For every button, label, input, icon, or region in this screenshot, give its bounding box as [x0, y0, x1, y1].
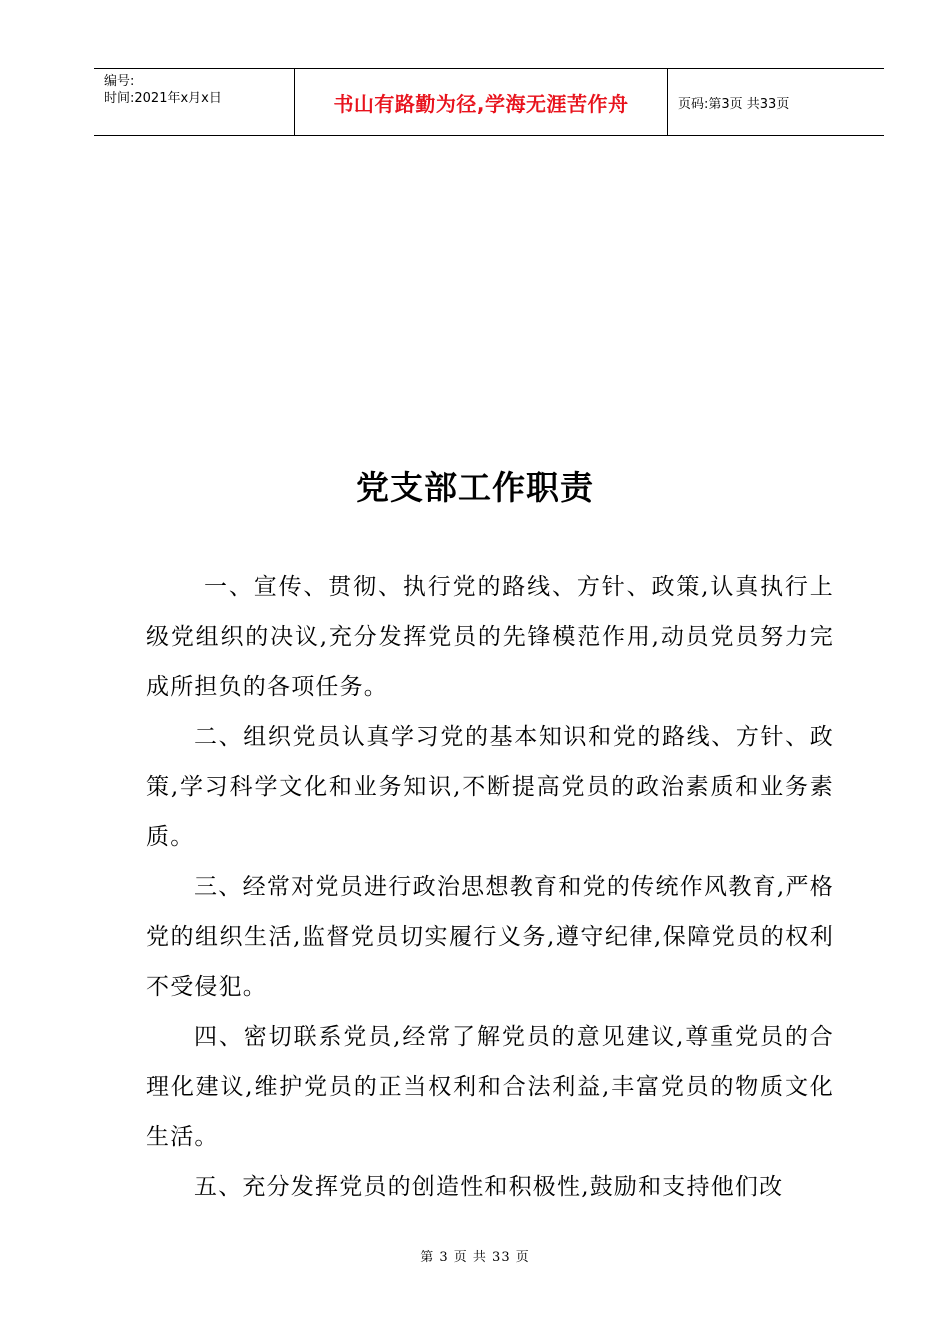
paragraph: 二、组织党员认真学习党的基本知识和党的路线、方针、政策,学习科学文化和业务知识,不断提高党员的政治素质和业务素质。 — [146, 724, 834, 850]
paragraph: 三、经常对党员进行政治思想教育和党的传统作风教育,严格党的组织生活,监督党员切实履行义务,遵守纪律,保障党员的权利不受侵犯。 — [146, 874, 834, 1000]
paragraph: 五、充分发挥党员的创造性和积极性,鼓励和支持他们改 — [194, 1174, 784, 1200]
document-number-label: 编号: — [104, 74, 135, 89]
document-title: 党支部工作职责 — [356, 468, 594, 507]
paragraph: 一、宣传、贯彻、执行党的路线、方针、政策,认真执行上级党组织的决议,充分发挥党员的先锋模范作用,动员党员努力完成所担负的各项任务。 — [146, 574, 834, 700]
page-header — [94, 68, 884, 136]
document-time-label: 时间:2021年x月x日 — [104, 91, 222, 106]
paragraph: 四、密切联系党员,经常了解党员的意见建议,尊重党员的合理化建议,维护党员的正当权利和合法利益,丰富党员的物质文化生活。 — [146, 1024, 834, 1150]
header-motto: 书山有路勤为径,学海无涯苦作舟 — [295, 69, 668, 135]
document-body — [146, 562, 834, 1212]
header-meta — [94, 69, 295, 135]
page-footer: 第 3 页 共 33 页 — [420, 1250, 530, 1265]
header-page-info: 页码:第3页 共33页 — [678, 96, 790, 112]
